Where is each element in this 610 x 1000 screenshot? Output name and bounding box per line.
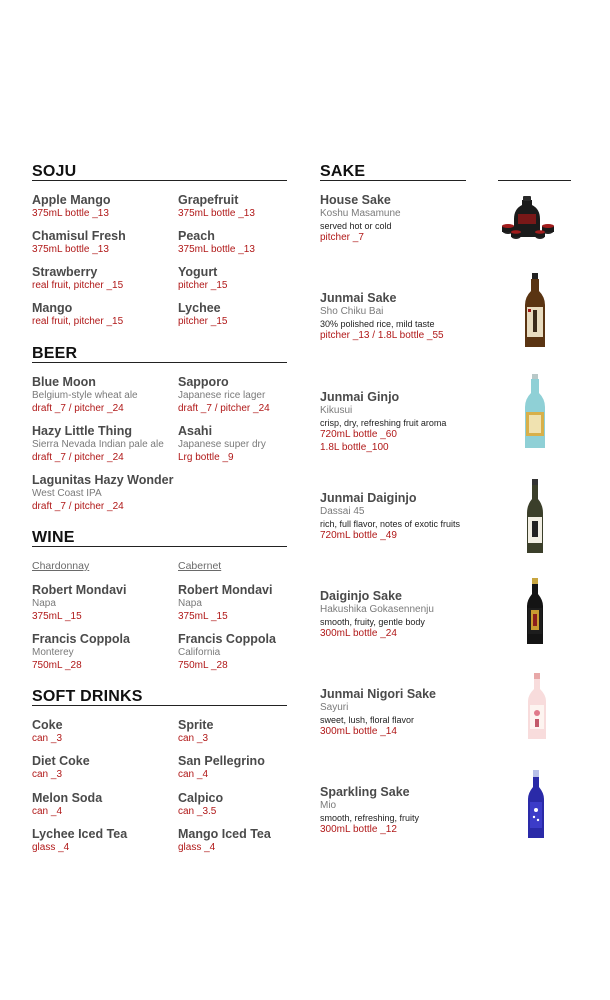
item-price: glass _4 xyxy=(32,842,70,853)
beer-item-blue-moon xyxy=(32,375,138,415)
item-name: Asahi xyxy=(178,424,213,438)
wine-item-mondavi-cabernet xyxy=(178,583,272,623)
sake-image-rule xyxy=(498,180,571,181)
item-price: pitcher _15 xyxy=(178,316,228,327)
sake-item-junmai-sake xyxy=(320,291,444,343)
soju-item-strawberry xyxy=(32,265,123,293)
item-desc: Napa xyxy=(32,598,56,609)
kikusui-bottle-image xyxy=(523,374,547,448)
item-desc: Japanese super dry xyxy=(178,439,266,450)
item-price: 375mL bottle _13 xyxy=(32,244,109,255)
soft-drink-mango-iced-tea xyxy=(178,827,271,855)
beer-item-sapporo xyxy=(178,375,270,415)
wine-heading: WINE xyxy=(32,529,75,546)
item-name: Mango xyxy=(32,301,73,315)
item-name: Coke xyxy=(32,718,63,732)
item-desc: Sierra Nevada Indian pale ale xyxy=(32,439,164,450)
beer-item-asahi xyxy=(178,424,266,464)
item-desc: served hot or cold xyxy=(320,220,392,231)
soju-rule xyxy=(32,180,287,181)
item-price-secondary: 1.8L bottle_100 xyxy=(320,441,389,453)
item-price: can _3 xyxy=(32,769,63,780)
item-price: 375mL _15 xyxy=(178,610,228,622)
soft-drink-diet-coke xyxy=(32,754,90,782)
item-desc: rich, full flavor, notes of exotic fruits xyxy=(320,518,461,529)
item-name: Blue Moon xyxy=(32,375,96,389)
item-price: real fruit, pitcher _15 xyxy=(32,280,124,291)
item-name: Robert Mondavi xyxy=(32,583,127,597)
sho-chiku-bai-bottle-image xyxy=(523,273,547,349)
item-desc: crisp, dry, refreshing fruit aroma xyxy=(320,417,447,428)
sake-item-junmai-nigori xyxy=(320,687,436,739)
sake-item-daiginjo-sake xyxy=(320,589,434,641)
item-brand: Mio xyxy=(320,800,337,811)
soju-item-chamisul xyxy=(32,229,126,257)
item-brand: Hakushika Gokasennenju xyxy=(320,604,434,615)
item-name: Hazy Little Thing xyxy=(32,424,132,438)
item-price: can _4 xyxy=(178,769,209,780)
wine-cabernet-label: Cabernet xyxy=(178,560,222,572)
sayuri-bottle-image xyxy=(526,673,548,739)
item-price: can _3.5 xyxy=(178,806,217,817)
item-name: Sprite xyxy=(178,718,214,732)
item-price: 300mL bottle _24 xyxy=(320,628,397,639)
item-price: 375mL bottle _13 xyxy=(178,208,255,219)
item-name: Junmai Sake xyxy=(320,291,397,305)
beer-heading: BEER xyxy=(32,345,78,362)
soft-drink-calpico xyxy=(178,791,223,819)
soju-item-mango xyxy=(32,301,123,329)
item-desc: West Coast IPA xyxy=(32,488,102,499)
sake-set-image xyxy=(500,192,558,242)
soft-drink-coke xyxy=(32,718,63,746)
item-desc: smooth, refreshing, fruity xyxy=(320,812,420,823)
soju-item-apple-mango xyxy=(32,193,110,221)
item-price: 375mL _15 xyxy=(32,610,82,622)
item-brand: Kikusui xyxy=(320,405,353,416)
item-brand: Dassai 45 xyxy=(320,506,365,517)
item-price: draft _7 / pitcher _24 xyxy=(32,402,124,414)
sake-rule xyxy=(320,180,466,181)
item-name: San Pellegrino xyxy=(178,754,265,768)
item-price: pitcher _7 xyxy=(320,232,364,243)
wine-item-coppola-cabernet xyxy=(178,632,276,672)
item-price: draft _7 / pitcher _24 xyxy=(32,451,124,463)
item-desc: 30% polished rice, mild taste xyxy=(320,318,435,329)
sake-item-junmai-daiginjo xyxy=(320,491,460,543)
item-name: Lychee Iced Tea xyxy=(32,827,128,841)
item-desc: Japanese rice lager xyxy=(178,390,266,401)
item-name: Grapefruit xyxy=(178,193,239,207)
item-name: Peach xyxy=(178,229,215,243)
item-price: pitcher _15 xyxy=(178,280,228,291)
item-name: Junmai Ginjo xyxy=(320,390,400,404)
sake-item-house-sake xyxy=(320,193,401,245)
mio-bottle-image xyxy=(526,770,546,838)
item-name: Chamisul Fresh xyxy=(32,229,126,243)
item-price: real fruit, pitcher _15 xyxy=(32,316,124,327)
item-name: Daiginjo Sake xyxy=(320,589,402,603)
item-desc: Monterey xyxy=(32,647,74,658)
item-price: Lrg bottle _9 xyxy=(178,451,234,463)
item-name: Junmai Daiginjo xyxy=(320,491,417,505)
item-name: Sparkling Sake xyxy=(320,785,410,799)
item-price: can _4 xyxy=(32,806,63,817)
item-brand: Sayuri xyxy=(320,702,349,713)
item-name: Junmai Nigori Sake xyxy=(320,687,437,701)
item-name: Lagunitas Hazy Wonder xyxy=(32,473,174,487)
item-name: Sapporo xyxy=(178,375,229,389)
item-price: pitcher _13 / 1.8L bottle _55 xyxy=(320,330,444,341)
item-price: can _3 xyxy=(32,733,63,744)
soju-item-yogurt xyxy=(178,265,227,293)
item-name: Francis Coppola xyxy=(178,632,276,646)
soft-drink-san-pellegrino xyxy=(178,754,265,782)
item-name: Strawberry xyxy=(32,265,98,279)
item-price: 375mL bottle _13 xyxy=(178,244,255,255)
sake-item-sparkling-sake xyxy=(320,785,419,837)
item-name: Calpico xyxy=(178,791,224,805)
wine-item-mondavi-chardonnay xyxy=(32,583,126,623)
wine-item-coppola-chardonnay xyxy=(32,632,130,672)
item-name: House Sake xyxy=(320,193,391,207)
soju-item-lychee xyxy=(178,301,227,329)
soft-drinks-heading: SOFT DRINKS xyxy=(32,688,143,705)
item-name: Melon Soda xyxy=(32,791,103,805)
item-name: Apple Mango xyxy=(32,193,111,207)
beer-item-hazy-little-thing xyxy=(32,424,164,464)
item-desc: sweet, lush, floral flavor xyxy=(320,714,415,725)
item-price: draft _7 / pitcher _24 xyxy=(178,402,270,414)
item-price: glass _4 xyxy=(178,842,216,853)
item-price: 375mL bottle _13 xyxy=(32,208,109,219)
item-price: 720mL bottle _49 xyxy=(320,530,397,541)
soft-drink-lychee-iced-tea xyxy=(32,827,127,855)
wine-rule xyxy=(32,546,287,547)
soft-drinks-rule xyxy=(32,705,287,706)
item-brand: Koshu Masamune xyxy=(320,208,401,219)
item-name: Diet Coke xyxy=(32,754,90,768)
beer-rule xyxy=(32,362,287,363)
soju-item-grapefruit xyxy=(178,193,255,221)
item-price: can _3 xyxy=(178,733,209,744)
item-price: 720mL bottle _60 xyxy=(320,429,397,440)
sake-item-junmai-ginjo xyxy=(320,390,446,454)
item-name: Mango Iced Tea xyxy=(178,827,271,841)
item-name: Lychee xyxy=(178,301,221,315)
hakushika-bottle-image xyxy=(525,578,545,644)
soju-heading: SOJU xyxy=(32,163,77,180)
item-name: Yogurt xyxy=(178,265,218,279)
item-desc: Belgium-style wheat ale xyxy=(32,390,138,401)
soft-drink-sprite xyxy=(178,718,213,746)
item-desc: California xyxy=(178,647,221,658)
item-name: Francis Coppola xyxy=(32,632,130,646)
item-price: 750mL _28 xyxy=(178,659,228,671)
item-name: Robert Mondavi xyxy=(178,583,273,597)
beer-item-lagunitas xyxy=(32,473,173,513)
item-price: 300mL bottle _14 xyxy=(320,726,397,737)
item-price: 300mL bottle _12 xyxy=(320,824,397,835)
soju-item-peach xyxy=(178,229,255,257)
item-price: draft _7 / pitcher _24 xyxy=(32,500,124,512)
dassai-bottle-image xyxy=(525,479,545,553)
sake-heading: SAKE xyxy=(320,163,366,180)
item-price: 750mL _28 xyxy=(32,659,82,671)
item-desc: Napa xyxy=(178,598,202,609)
wine-chardonnay-label: Chardonnay xyxy=(32,560,90,572)
item-brand: Sho Chiku Bai xyxy=(320,306,384,317)
item-desc: smooth, fruity, gentle body xyxy=(320,616,425,627)
soft-drink-melon-soda xyxy=(32,791,102,819)
